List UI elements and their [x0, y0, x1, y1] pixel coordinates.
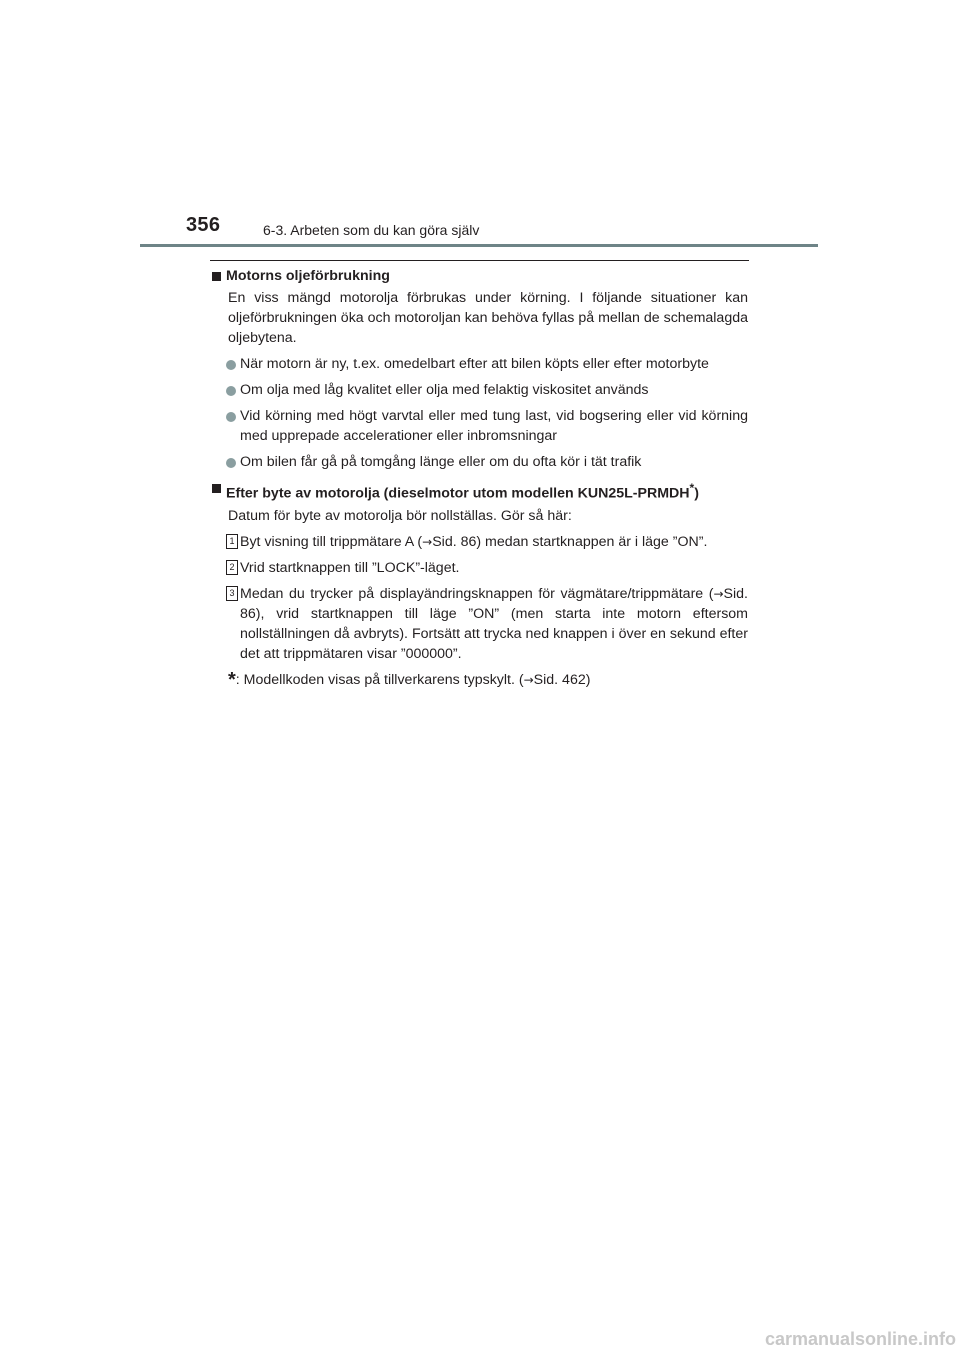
page-number: 356 [186, 214, 221, 236]
bullet-dot-icon [226, 412, 236, 422]
arrow-icon: → [713, 586, 724, 601]
watermark: carmanualsonline.info [765, 1329, 957, 1349]
square-bullet-icon [212, 484, 221, 493]
list-item [212, 354, 748, 374]
footnote-text: : Modellkoden visas på tillverkarens typskylt. ( [235, 671, 524, 688]
step-number-badge: 3 [226, 586, 238, 601]
heading-text: Efter byte av motorolja (dieselmotor utom modellen KUN25L-PRMDH [226, 485, 690, 502]
oil-consumption-heading [212, 266, 748, 286]
header-divider [140, 244, 818, 247]
step-text-end: Sid. 86), vrid startknappen till läge ”ON” (men starta inte motorn eftersom nollställningen då avbryts). Fortsätt att trycka ned knappen i över en sekund efter det att trippmätaren visar ”000000”. [240, 585, 748, 662]
bullet-dot-icon [226, 386, 236, 396]
footnote-star: * [228, 668, 236, 691]
oil-change-intro: Datum för byte av motorolja bör nollställas. Gör så här: [228, 507, 572, 524]
content-divider [210, 260, 749, 261]
list-item [212, 452, 748, 472]
oil-consumption-intro: En viss mängd motorolja förbrukas under körning. I följande situationer kan oljeförbrukningen öka och motoroljan kan behöva fyllas på mellan de schemalagda oljebytena. [228, 290, 748, 346]
step-number-badge: 2 [226, 560, 238, 575]
heading-text-end: ) [694, 485, 699, 502]
heading-text: Motorns oljeförbrukning [226, 268, 390, 284]
section-title: 6-3. Arbeten som du kan göra själv [263, 222, 480, 238]
page-header [0, 0, 960, 250]
bullet-dot-icon [226, 458, 236, 468]
step-text-end: Sid. 86) medan startknappen är i läge ”ON”. [432, 533, 708, 550]
footnote [212, 670, 748, 690]
list-item [212, 406, 748, 446]
step-item [212, 532, 748, 552]
list-item-text: När motorn är ny, t.ex. omedelbart efter att bilen köpts eller efter motorbyte [240, 356, 709, 372]
step-item [212, 584, 748, 664]
page-content [212, 266, 748, 690]
bullet-dot-icon [226, 360, 236, 370]
list-item-text: Vid körning med högt varvtal eller med tung last, vid bogsering eller vid körning med upprepade accelerationer eller inbromsningar [240, 408, 748, 444]
step-number-badge: 1 [226, 534, 238, 549]
step-text: Vrid startknappen till ”LOCK”-läget. [240, 559, 460, 576]
list-item-text: Om olja med låg kvalitet eller olja med felaktig viskositet används [240, 382, 649, 398]
oil-change-heading [212, 478, 748, 504]
list-item [212, 380, 748, 400]
arrow-icon: → [523, 672, 534, 687]
arrow-icon: → [422, 534, 433, 549]
list-item-text: Om bilen får gå på tomgång länge eller om du ofta kör i tät trafik [240, 454, 642, 470]
footnote-marker: * [689, 481, 695, 495]
step-text: Medan du trycker på displayändringsknappen för vägmätare/trippmätare ( [240, 585, 714, 602]
step-item [212, 558, 748, 578]
footnote-text-end: Sid. 462) [533, 671, 591, 688]
square-bullet-icon [212, 272, 221, 281]
step-text: Byt visning till trippmätare A ( [240, 533, 423, 550]
